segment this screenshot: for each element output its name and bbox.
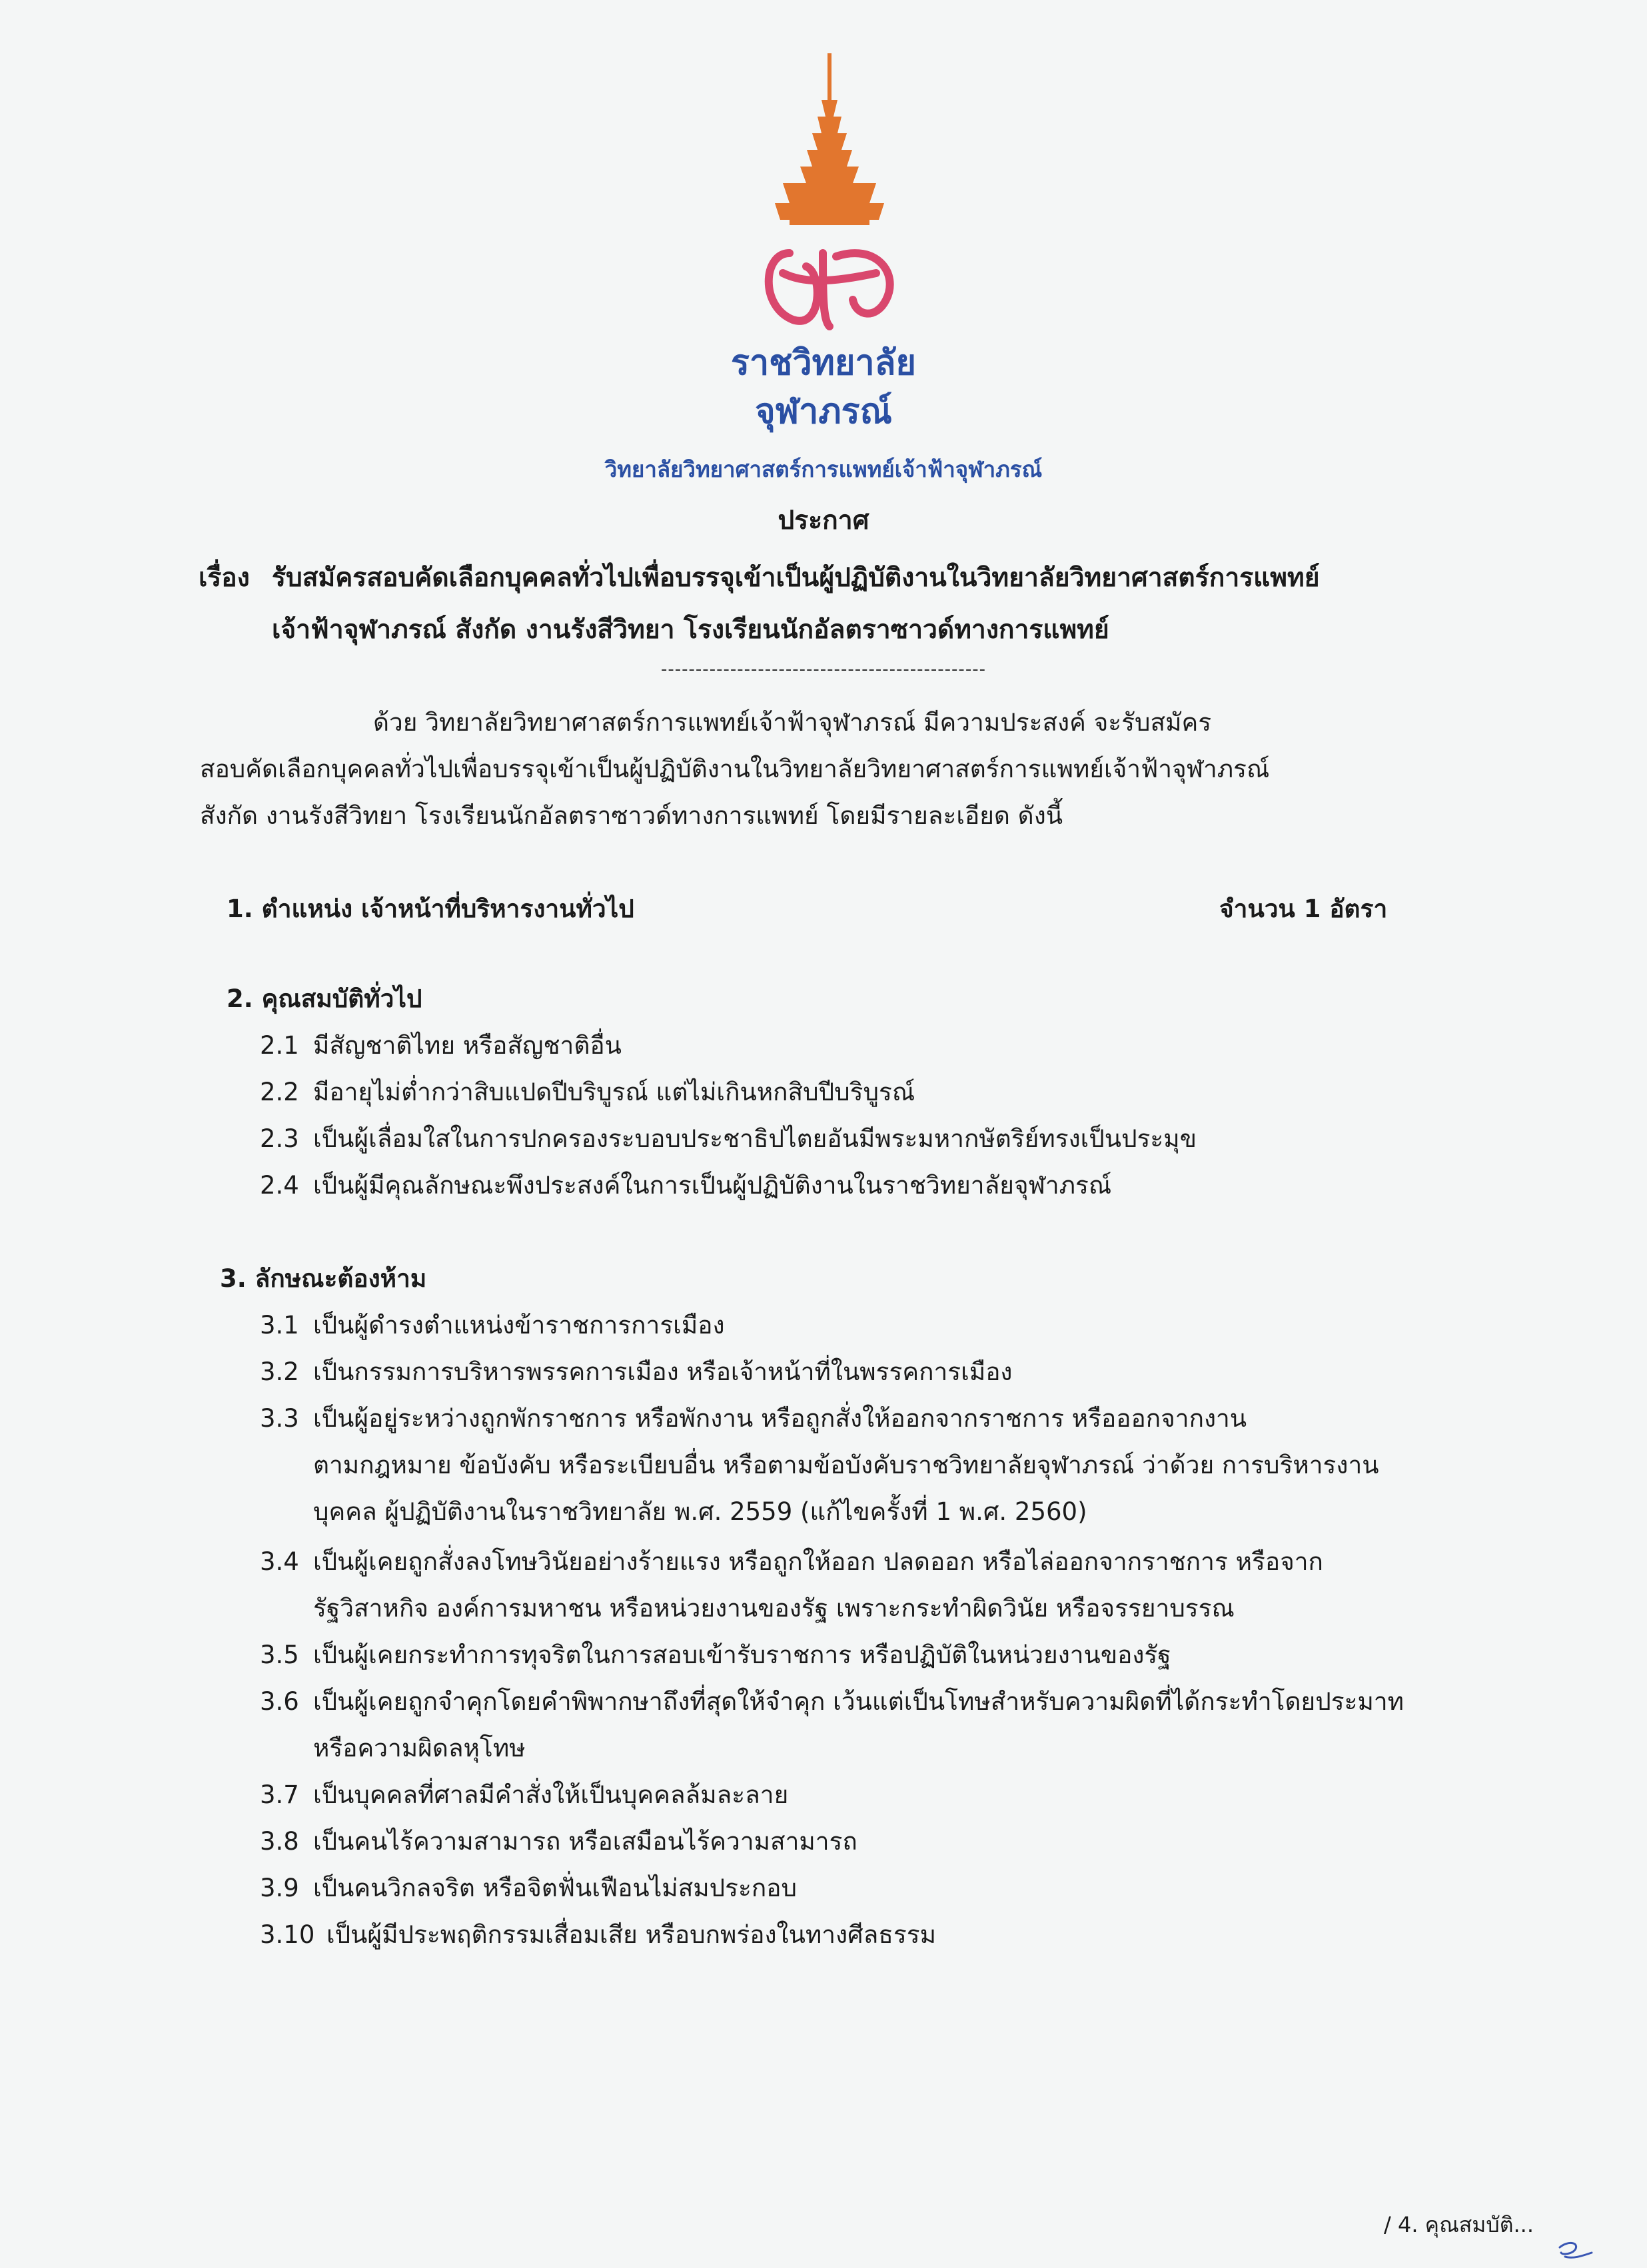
announcement-title: ประกาศ <box>778 506 869 536</box>
item-text: เป็นผู้เคยกระทำการทุจริตในการสอบเข้ารับราชการ หรือปฏิบัติในหน่วยงานของรัฐ <box>313 1641 1171 1669</box>
item-number: 3.6 <box>260 1687 299 1716</box>
item-text: เป็นผู้อยู่ระหว่างถูกพักราชการ หรือพักงาน หรือถูกสั่งให้ออกจากราชการ หรือออกจากงาน <box>313 1404 1247 1433</box>
subject-line-2: เจ้าฟ้าจุฬาภรณ์ สังกัด งานรังสีวิทยา โรงเรียนนักอัลตราซาวด์ทางการแพทย์ <box>272 615 1109 645</box>
position-count: จำนวน 1 อัตรา <box>1219 895 1388 923</box>
list-item <box>260 1542 1323 1581</box>
item-number: 2.1 <box>260 1031 299 1060</box>
list-item <box>260 1775 788 1814</box>
list-item <box>260 1399 1247 1438</box>
handwritten-initial-mark <box>1556 2238 1596 2262</box>
section-2-title: 2. คุณสมบัติทั่วไป <box>227 984 422 1013</box>
list-item <box>260 1026 622 1065</box>
separator-line: ----------------------------------------------- <box>661 659 986 679</box>
item-text: เป็นผู้มีคุณลักษณะพึงประสงค์ในการเป็นผู้ปฏิบัติงานในราชวิทยาลัยจุฬาภรณ์ <box>313 1171 1112 1200</box>
list-item <box>260 1072 915 1112</box>
item-text: มีอายุไม่ต่ำกว่าสิบแปดปีบริบูรณ์ แต่ไม่เกินหกสิบปีบริบูรณ์ <box>313 1078 915 1106</box>
item-text: เป็นผู้เคยถูกสั่งลงโทษวินัยอย่างร้ายแรง หรือถูกให้ออก ปลดออก หรือไล่ออกจากราชการ หรือจาก <box>313 1547 1323 1576</box>
item-text: เป็นผู้ดำรงตำแหน่งข้าราชการการเมือง <box>313 1311 725 1339</box>
item-text: เป็นผู้มีประพฤติกรรมเสื่อมเสีย หรือบกพร่องในทางศีลธรรม <box>326 1920 936 1949</box>
list-item <box>260 1822 857 1861</box>
item-number: 3.3 <box>260 1404 299 1433</box>
item-number: 3.5 <box>260 1641 299 1669</box>
item-number: 3.2 <box>260 1357 299 1386</box>
college-crest-logo <box>743 53 916 346</box>
list-item-continuation: บุคคล ผู้ปฏิบัติงานในราชวิทยาลัย พ.ศ. 2559 (แก้ไขครั้งที่ 1 พ.ศ. 2560) <box>313 1497 1087 1526</box>
section-1-title: 1. ตำแหน่ง เจ้าหน้าที่บริหารงานทั่วไป <box>227 895 634 923</box>
continued-note: / 4. คุณสมบัติ... <box>1384 2212 1534 2237</box>
list-item <box>260 1352 1013 1391</box>
list-item-continuation: ตามกฎหมาย ข้อบังคับ หรือระเบียบอื่น หรือตามข้อบังคับราชวิทยาลัยจุฬาภรณ์ ว่าด้วย การบริหารงาน <box>313 1451 1379 1479</box>
intro-line-1: ด้วย วิทยาลัยวิทยาศาสตร์การแพทย์เจ้าฟ้าจุฬาภรณ์ มีความประสงค์ จะรับสมัคร <box>373 708 1212 737</box>
institution-name-line1: ราชวิทยาลัย <box>731 343 916 383</box>
list-item <box>260 1166 1111 1205</box>
list-item <box>260 1119 1197 1158</box>
item-number: 3.7 <box>260 1780 299 1809</box>
item-text: เป็นคนวิกลจริต หรือจิตฟั่นเฟือนไม่สมประกอบ <box>313 1874 798 1902</box>
item-number: 2.4 <box>260 1171 299 1200</box>
item-number: 2.3 <box>260 1124 299 1153</box>
item-text: เป็นผู้เลื่อมใสในการปกครองระบอบประชาธิปไตยอันมีพระมหากษัตริย์ทรงเป็นประมุข <box>313 1124 1197 1153</box>
item-number: 3.4 <box>260 1547 299 1576</box>
item-number: 3.1 <box>260 1311 299 1339</box>
intro-line-2: สอบคัดเลือกบุคคลทั่วไปเพื่อบรรจุเข้าเป็นผู้ปฏิบัติงานในวิทยาลัยวิทยาศาสตร์การแพทย์เจ้าฟ้าจุฬาภรณ์ <box>200 755 1270 783</box>
item-text: เป็นคนไร้ความสามารถ หรือเสมือนไร้ความสามารถ <box>313 1827 857 1856</box>
list-item <box>260 1868 797 1908</box>
item-number: 3.8 <box>260 1827 299 1856</box>
item-number: 3.9 <box>260 1874 299 1902</box>
item-text: เป็นบุคคลที่ศาลมีคำสั่งให้เป็นบุคคลล้มละลาย <box>313 1780 789 1809</box>
list-item <box>260 1635 1171 1675</box>
item-number: 3.10 <box>260 1920 315 1949</box>
list-item <box>260 1682 1404 1721</box>
list-item <box>260 1915 936 1954</box>
intro-line-3: สังกัด งานรังสีวิทยา โรงเรียนนักอัลตราซาวด์ทางการแพทย์ โดยมีรายละเอียด ดังนี้ <box>200 801 1063 830</box>
item-text: มีสัญชาติไทย หรือสัญชาติอื่น <box>313 1031 622 1060</box>
item-text: เป็นผู้เคยถูกจำคุกโดยคำพิพากษาถึงที่สุดให้จำคุก เว้นแต่เป็นโทษสำหรับความผิดที่ได้กระทำโดยประมาท <box>313 1687 1404 1716</box>
list-item-continuation: หรือความผิดลหุโทษ <box>313 1734 526 1762</box>
list-item <box>260 1306 725 1345</box>
subject-line-1: รับสมัครสอบคัดเลือกบุคคลทั่วไปเพื่อบรรจุเข้าเป็นผู้ปฏิบัติงานในวิทยาลัยวิทยาศาสตร์การแพทย์ <box>272 563 1320 593</box>
section-3-title: 3. ลักษณะต้องห้าม <box>220 1264 427 1293</box>
institution-name-line2: จุฬาภรณ์ <box>755 392 892 432</box>
list-item-continuation: รัฐวิสาหกิจ องค์การมหาชน หรือหน่วยงานของรัฐ เพราะกระทำผิดวินัย หรือจรรยาบรรณ <box>313 1594 1235 1623</box>
item-text: เป็นกรรมการบริหารพรรคการเมือง หรือเจ้าหน้าที่ในพรรคการเมือง <box>313 1357 1013 1386</box>
college-name: วิทยาลัยวิทยาศาสตร์การแพทย์เจ้าฟ้าจุฬาภรณ์ <box>604 456 1043 482</box>
subject-label: เรื่อง <box>199 563 250 593</box>
item-number: 2.2 <box>260 1078 299 1106</box>
